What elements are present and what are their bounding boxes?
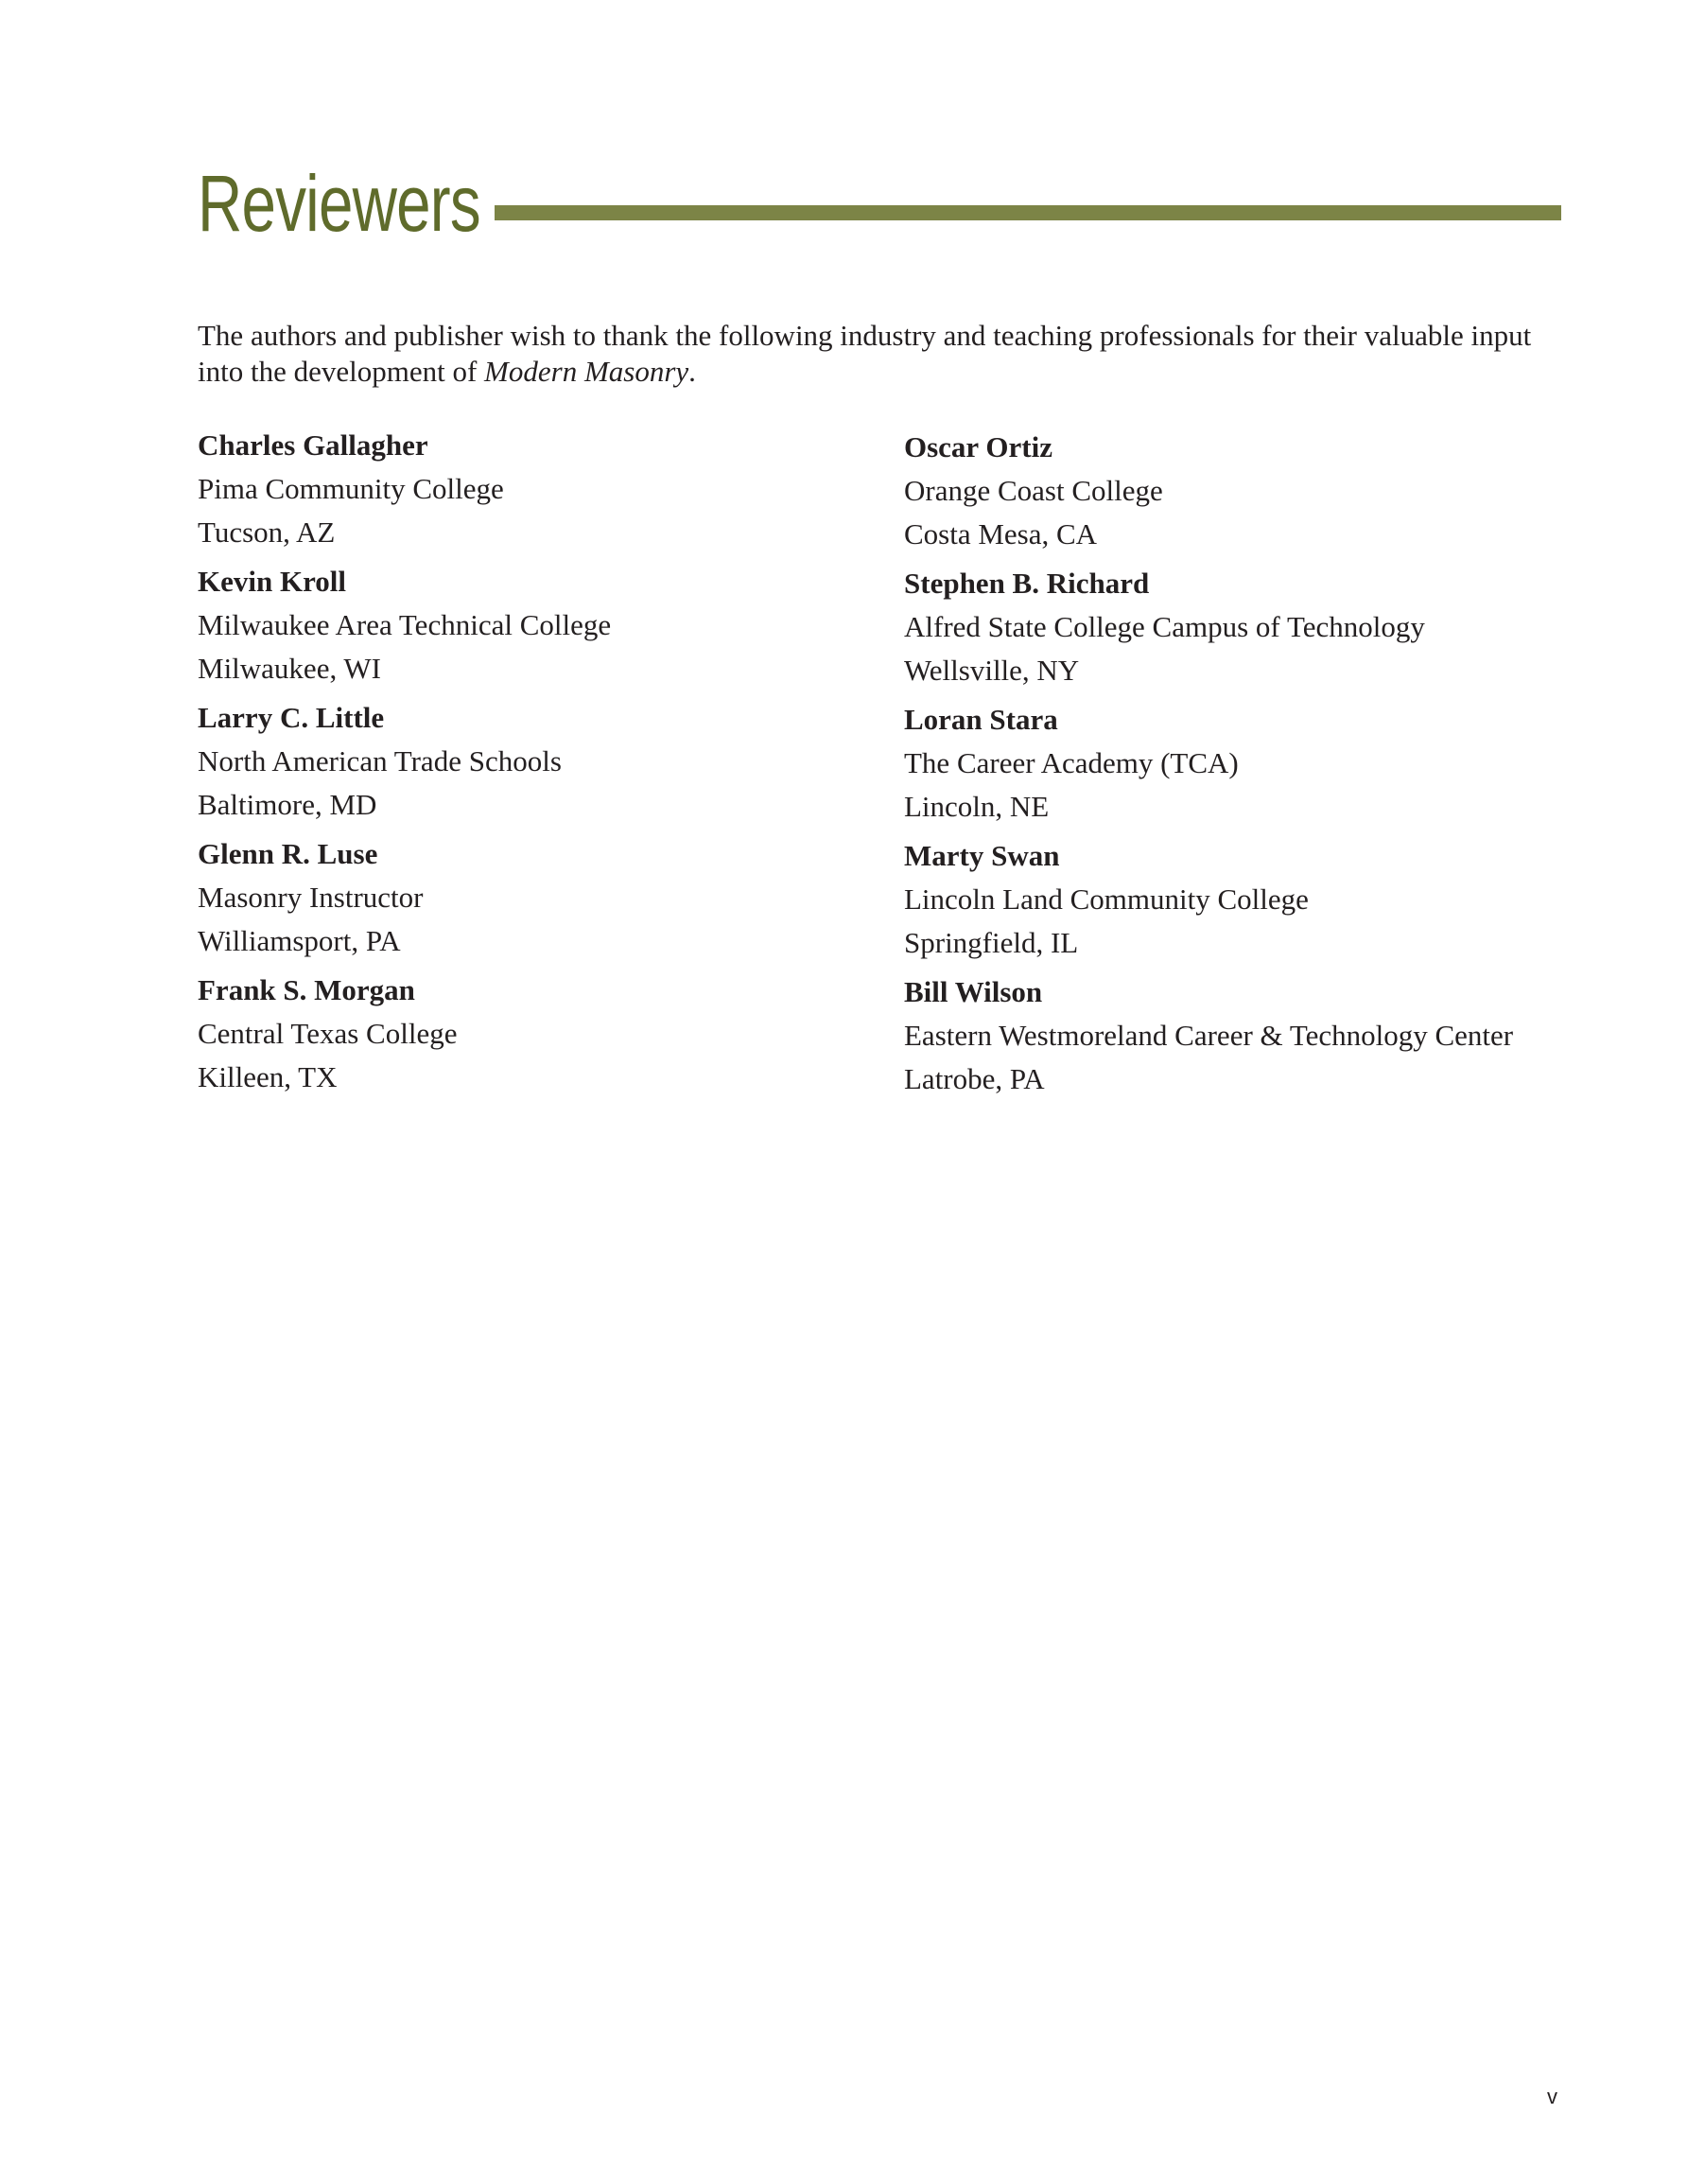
reviewer-institution: Lincoln Land Community College xyxy=(904,882,1309,916)
reviewer-name: Oscar Ortiz xyxy=(904,430,1052,463)
section-heading xyxy=(198,151,1561,255)
reviewer-name: Larry C. Little xyxy=(198,701,385,734)
reviewer-location: Costa Mesa, CA xyxy=(904,517,1098,550)
reviewer-institution: Alfred State College Campus of Technology xyxy=(904,610,1425,643)
reviewer-location: Springfield, IL xyxy=(904,926,1079,959)
reviewer-location: Williamsport, PA xyxy=(198,924,401,957)
reviewer-entry xyxy=(198,696,878,827)
reviewer-entry xyxy=(904,562,1585,692)
reviewers-left-column xyxy=(198,424,878,1105)
reviewer-institution: Eastern Westmoreland Career & Technology Center xyxy=(904,1019,1514,1052)
reviewer-location: Latrobe, PA xyxy=(904,1062,1045,1095)
reviewer-name: Marty Swan xyxy=(904,839,1060,872)
intro-end: . xyxy=(688,355,696,388)
reviewer-institution: Orange Coast College xyxy=(904,474,1163,507)
reviewer-name: Glenn R. Luse xyxy=(198,837,378,870)
reviewer-entry xyxy=(198,969,878,1099)
reviewer-location: Lincoln, NE xyxy=(904,790,1050,823)
reviewer-name: Charles Gallagher xyxy=(198,428,428,462)
reviewer-name: Loran Stara xyxy=(904,703,1058,736)
heading-rule xyxy=(495,205,1561,220)
reviewer-institution: Masonry Instructor xyxy=(198,881,424,914)
reviewer-location: Tucson, AZ xyxy=(198,515,336,549)
page-title: Reviewers xyxy=(198,159,480,248)
reviewer-institution: Pima Community College xyxy=(198,472,504,505)
reviewer-name: Frank S. Morgan xyxy=(198,973,415,1006)
reviewer-entry xyxy=(904,426,1585,556)
reviewer-institution: The Career Academy (TCA) xyxy=(904,746,1239,779)
reviewer-name: Kevin Kroll xyxy=(198,565,347,598)
reviewer-location: Killeen, TX xyxy=(198,1060,338,1093)
reviewer-name: Stephen B. Richard xyxy=(904,567,1150,600)
reviewer-entry xyxy=(198,560,878,690)
reviewer-institution: Milwaukee Area Technical College xyxy=(198,608,612,641)
reviewer-entry xyxy=(904,970,1585,1101)
reviewer-name: Bill Wilson xyxy=(904,975,1043,1008)
intro-paragraph xyxy=(198,318,1569,390)
reviewer-entry xyxy=(198,424,878,554)
reviewer-location: Baltimore, MD xyxy=(198,788,377,821)
reviewer-location: Milwaukee, WI xyxy=(198,652,381,685)
reviewer-location: Wellsville, NY xyxy=(904,654,1080,687)
reviewer-entry xyxy=(198,832,878,963)
page-number: v xyxy=(1547,2085,1557,2108)
intro-text: The authors and publisher wish to thank the following industry and teaching professionals for their valuable input into the development of xyxy=(198,319,1532,388)
reviewer-institution: Central Texas College xyxy=(198,1017,458,1050)
reviewers-right-column xyxy=(904,426,1585,1107)
reviewer-institution: North American Trade Schools xyxy=(198,744,562,778)
reviewer-entry xyxy=(904,834,1585,965)
book-title: Modern Masonry xyxy=(484,355,689,388)
reviewer-entry xyxy=(904,698,1585,829)
